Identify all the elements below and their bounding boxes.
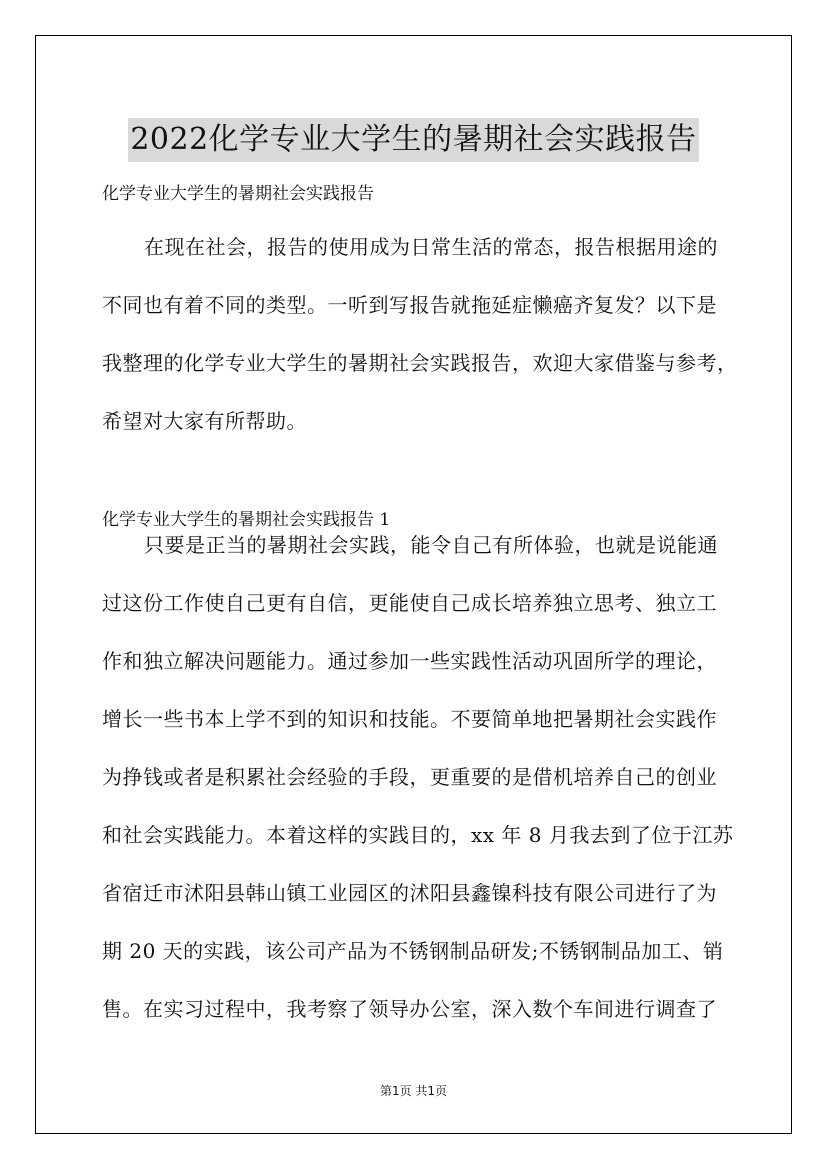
document-title: 2022化学专业大学生的暑期社会实践报告 (128, 118, 698, 162)
body-line: 期 20 天的实践，该公司产品为不锈钢制品研发;不锈钢制品加工、销 (102, 939, 724, 963)
intro-paragraph (102, 232, 742, 464)
body-line: 作和独立解决问题能力。通过参加一些实践性活动巩固所学的理论， (102, 649, 717, 673)
intro-line: 希望对大家有所帮助。 (102, 409, 307, 433)
body-line: 过这份工作使自己更有自信，更能使自己成长培养独立思考、独立工 (102, 591, 717, 615)
body-line: 省宿迁市沭阳县韩山镇工业园区的沭阳县鑫镍科技有限公司进行了为 (102, 881, 717, 905)
body-line: 增长一些书本上学不到的知识和技能。不要简单地把暑期社会实践作 (102, 707, 717, 731)
subtitle-section-1: 化学专业大学生的暑期社会实践报告 1 (102, 510, 391, 530)
body-line: 售。在实习过程中，我考察了领导办公室，深入数个车间进行调查了 (102, 997, 717, 1021)
intro-line: 我整理的化学专业大学生的暑期社会实践报告，欢迎大家借鉴与参考， (102, 351, 738, 375)
intro-line: 在现在社会，报告的使用成为日常生活的常态，报告根据用途的 (144, 235, 718, 259)
title-container (0, 98, 827, 182)
intro-line: 不同也有着不同的类型。一听到写报告就拖延症懒癌齐复发？以下是 (102, 293, 717, 317)
page-footer: 第1页 共1页 (379, 1084, 448, 1098)
subtitle-main: 化学专业大学生的暑期社会实践报告 (102, 184, 374, 204)
body-line: 和社会实践能力。本着这样的实践目的，xx 年 8 月我去到了位于江苏 (102, 823, 734, 847)
body-line: 为挣钱或者是积累社会经验的手段，更重要的是借机培养自己的创业 (102, 765, 717, 789)
body-paragraph (102, 530, 742, 1052)
body-line: 只要是正当的暑期社会实践，能令自己有所体验，也就是说能通 (144, 533, 718, 557)
